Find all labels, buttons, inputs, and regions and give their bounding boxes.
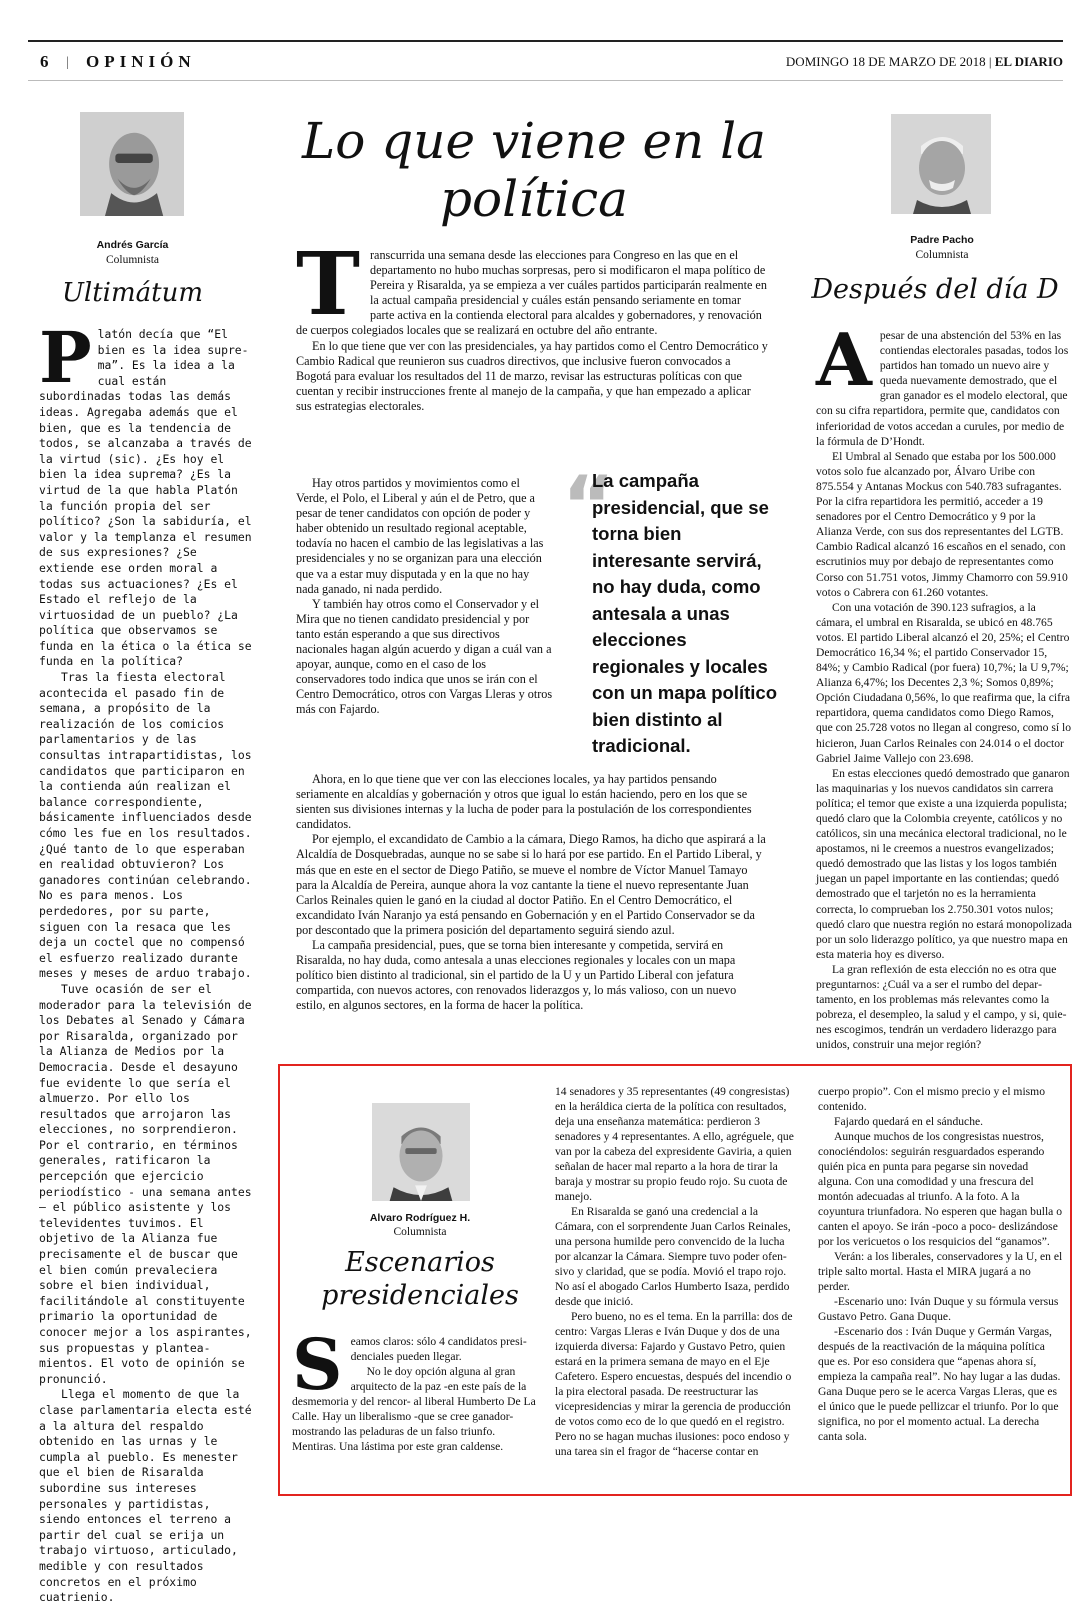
center-narrow-text: [296, 476, 554, 772]
paragraph: En Risaralda se ganó una credencial a la Cámara, con el sorprendente Juan Carlos Reinales, una persona humilde pero convencido de la lucha por alcanzar la Cámara. Siempre tuvo poder ofensivo y claridad, que se podía. Movió el trapo rojo. No así el abogado Carlos Humberto Isaza, perdido desde que inició.: [555, 1205, 791, 1308]
bottom-col-2: [555, 1084, 795, 1486]
right-column-body: [816, 317, 1072, 1054]
author-role: Columnista: [105, 254, 160, 266]
top-rule: [28, 40, 1063, 42]
quote-mark-icon: “: [562, 459, 615, 552]
paragraph: Y también hay otros como el Conservador y el Mira que no tienen candidato presidencial y por tanto están esperando a que sus directivos nacionales hagan algún acuerdo y digan a cuál van a apoyar, aunque, como en el caso de los conservadores todo indica que unos se irán con el Centro Democrático, otros con Vargas Lleras y otros más con Fajardo.: [296, 596, 553, 717]
dropcap: S: [292, 1323, 343, 1406]
header-separator: |: [66, 55, 69, 70]
paragraph: El Umbral al Senado que estaba por los 500.000 votos solo fue alcanzado por, Álvaro Uribe con 875.554 y Antanas Mockus con 540.783 sufragantes. Por la cifra repartidora les permitió, acceder a 19 senadores por el Centro Democrático y 9 por la Alianza Verde, con sus dos representantes del LGTB. Cambio Radical alcanzó 16 escaños en el senado, con escrutinios muy por debajo de representantes como Corso con 51.751 votos, Jimmy Chamorro con 59.910 votos o Cabrera con 61.260 votantes.: [816, 449, 1068, 599]
paragraph: Seamos claros: sólo 4 candidatos presidenciales pueden llegar.: [292, 1323, 527, 1406]
column-title: Ultimátum: [62, 278, 203, 308]
paragraph: -Escenario uno: Iván Duque y su fórmula versus Gustavo Petro. Gana Duque.: [818, 1295, 1059, 1323]
paragraph: Ahora, en lo que tiene que ver con las elecciones locales, ya hay partidos pensando seriamente en alcaldías y gobernación y otros que igual lo están haciendo, pero en los que se sienten sus divisiones internas y la lucha de poder para la postulación de los correspondientes candidatos.: [296, 772, 752, 832]
article-title: Escenarios presidenciales: [321, 1247, 519, 1311]
paragraph: cuerpo propio”. Con el mismo precio y el mismo contenido.: [818, 1085, 1046, 1113]
paragraph: Llega el momento de que la clase parlamentaria electa esté a la altura del respaldo obtenido en las urnas y le cumpla al pueblo. Es menester que el bien de Risaralda subordine sus intereses personales y partidistas, siendo entonces el terreno a partir del cual se erija un trabajo virtuoso, articulado, medible y con resultados concretos en el próximo cuatrienio.: [39, 1387, 252, 1605]
paragraph: Con una votación de 390.123 sufragios, a la cámara, el umbral en Risaralda, se ubicó en 48.765 votos. El partido Liberal alcanzó el 20, 25%; el Centro Democrático 16,34 %; el partido Conservador 15, 84%; y Cambio Radical (por fuera) 10,7%; la U 9,7%; Alianza 6,47%; los Decentes 2,3 %; Somos 0,89%; Opción Ciudadana 0,56%, lo que reafirma que, la cifra repartidora, quema candidatos como Diego Ramos, que con 25.728 votos no llegan al congreso, como sí lo hicieron, Juan Carlos Reinales con 24.014 o el doctor Gabriel Jaime Vallejo con 23.698.: [816, 600, 1072, 765]
dropcap: P: [39, 316, 92, 399]
paragraph: Platón decía que “El bien es la idea suprema”. Es la idea a la cual están subordinadas todas las demás ideas. Agregaba además que el bien, que es la tendencia de todos, se alcanzaba a través de la virtud (sic). ¿Es hoy el bien la idea suprema? ¿Es la virtud de la que habla Platón la función propia del ser político? ¿Son la sabiduría, el valor y la templanza el resumen de sus expresiones? ¿Se extiende ese orden moral a todas sus actuaciones? ¿Es el Estado el reflejo de la virtuosidad de un pueblo? ¿La política que observamos se funda en la ética o la ética se funda en la política?: [39, 316, 252, 669]
author-name: Andrés García: [96, 239, 169, 251]
paragraph: En lo que tiene que ver con las presidenciales, ya hay partidos como el Centro Democrático y Cambio Radical que reunieron sus cuadros directivos, que inclusive fueron convocados a Bogotá para evaluar los resultados del 11 de marzo, revisar las estructuras políticas con que cuentan y recibir instrucciones frente al manejo de la campaña, y que han empezado a aplicar sus estrategias electorales.: [296, 338, 768, 413]
paragraph: Tuve ocasión de ser el moderador para la televisión de los Debates al Senado y Cámara por Risaralda, organizado por la Alianza de Medios por la Democracia. Desde el desayuno fue evidente lo que sería el almuerzo. Por ello los resultados que arrojaron las elecciones, no sorprendieron. Por el contrario, en términos generales, ratificaron la percepción que ejercicio periodístico - una semana antes – el público asistente y los televidentes tuvimos. El objetivo de la Alianza fue precisamente el de buscar que el bien común prevaleciera sobre el bien individual, facilitándole al constituyente primario la oportunidad de conocer mejor a los aspirantes, sus propuestas y planteamientos. El voto de opinión se pronunció.: [39, 981, 252, 1386]
paragraph: Por ejemplo, el excandidato de Cambio a la cámara, Diego Ramos, ha dicho que aspirará a la Alcaldía de Dosquebradas, aunque no se sabe si lo hará por ese partido. En el Partido Liberal, y más que en este en el sector de Diego Patiño, se mueve el nombre de Víctor Manuel Tamayo para la Alcaldía de Pereira, aunque ahora la voz cantante la tiene el nuevo representante Juan Carlos Reinales quien le ganó en la ciudad al doctor Patiño. En el Centro Democrático, el excandidato Iván Naranjo ya está pensando en Gobernación y en el Partido Conservador se da por descontado que la primera posición del departamento seguirá siendo azul.: [296, 832, 766, 937]
page-number: 6: [40, 52, 49, 71]
author-photo-andres-garcia: [80, 112, 184, 216]
portrait-icon: [80, 112, 184, 216]
paragraph: Apesar de una abstención del 53% en las contiendas electorales pasadas, todos los partidos han tomado un nuevo aire y queda nuevamente demostrado, que el gran ganador es el modelo electoral, que con su cifra repartidora, permite que, candidatos con inferioridad de votos accedan a curules, por medio de la fórmula de D’Hondt.: [816, 317, 1069, 448]
paragraph: Aunque muchos de los congresistas nuestros, conociéndolos: seguirán resguardados esperando quién pica en punta para pegarse sin novedad alguna. Con una comodidad y una frescura del montón adecuadas al triunfo. A la foto. A la coyuntura triunfadora. No esperen que hagan bulla o canten el apoyo. Se irán -poco a poco- deslizándose por los vericuetos o los resquicios del “ganamos”.: [818, 1130, 1063, 1248]
paragraph: No le doy opción alguna al gran arquitecto de la paz -en este país de la desmemoria y del rencor- al liberal Humberto De La Calle. Hay un liberalismo -que se cree ganador- mostrando las peladuras de un falso triunfo. Mentiras. Una lástima por este gran caldense.: [292, 1365, 536, 1453]
author-photo-padre-pacho: [891, 114, 991, 214]
paragraph: Pero bueno, no es el tema. En la parrilla: dos de centro: Vargas Lleras e Iván Duque y dos de una izquierda diversa: Fajardo y Gustavo Petro, quien estará en la primera semana de mayo en el Eje Cafetero. Espero encuestas, después del incendio o la pira electoral pasada. De reestructurar las vicepresidencias y mirar la gerencia de producción de votos como eco de lo que quedó en el registro. Pero no se hagan muchas ilusiones: poco endoso y una tarea sin el fragor de “hacerse contar en: [555, 1310, 793, 1458]
portrait-icon: [891, 114, 991, 214]
paragraph: La campaña presidencial, pues, que se torna bien interesante y competida, servirá en Risaralda, no hay duda, como antesala a unas elecciones regionales y locales con un mapa político bien distinto al tradicional, sin el partido de la U y un Partido Liberal con jefatura compartida, con nuevos actores, con renovados liderazgos y, lo más valioso, con un nuevo estilo, en algunos sectores, en la forma de hacer la política.: [296, 938, 737, 1013]
paragraph: Tras la fiesta electoral acontecida el pasado fin de semana, a propósito de la realización de los comicios parlamentarios y de las consultas intrapartidistas, los candidatos que participaron en la contienda aún realizan el balance correspondiente, básicamente influenciados desde cómo les fue en los resultados. ¿Qué tanto de lo que esperaban en realidad obtuvieron? Los ganadores continúan celebrando. No es para menos. Los perdedores, por su parte, siguen con la resaca que les deja un coctel que no compensó el esfuerzo realizado durante meses y meses de arduo trabajo.: [39, 670, 252, 981]
section-name: OPINIÓN: [86, 52, 196, 71]
paragraph: 14 senadores y 35 representantes (49 congresistas) en la heráldica cierta de la política con resultados, deja una enseñanza matemática: perdieron 3 senadores y 4 representantes. A ello, agréguele, que van por la cabeza del expresidente Gaviria, a quien señalan de hacer mal reparto a la hora de tirar la baraja y mostrar su propio feudo rojo. Su cuota de manejo.: [555, 1085, 794, 1203]
paragraph: Transcurrida una semana desde las elecciones para Congreso en las que en el departamento no hubo muchas sorpresas, pero si modificaron el mapa político de Pereira y Risaralda, ya se empieza a ver cuáles partidos participarán realmente en la actual campaña presidencial y cuáles están pensando seriamente en tomar parte activa en la contienda electoral para alcaldes y gobernadores, y renovación de cuerpos colegiados locales que se realizará en octubre del año entrante.: [296, 234, 767, 338]
dateline: DOMINGO 18 DE MARZO DE 2018 | EL DIARIO: [785, 54, 1063, 69]
center-lead: [296, 234, 768, 458]
paragraph: -Escenario dos : Iván Duque y Germán Vargas, después de la reactivación de la máquina política que es. Por eso considera que “apenas ahora sí, empieza la campaña real”. No hay lugar a las dudas. Gana Duque pero se le acerca Vargas Lleras, que es el único que le puede pellizcar el triunfo. Por lo que significa, no por el momento actual. La derecha canta sola.: [818, 1325, 1061, 1443]
dropcap: A: [816, 317, 872, 402]
paragraph: La gran reflexión de esta elección no es otra que preguntarnos: ¿Cuál va a ser el rumbo del departamento, en los problemas más relevantes como la pobreza, el desempleo, la salud y el campo, y si, quienes escogimos, tendrán un verdadero liderazgo para unidos, construir una mejor región?: [816, 962, 1067, 1052]
bottom-col-1: [292, 1323, 538, 1484]
author-role: Columnista: [915, 249, 969, 261]
pull-quote: La campaña presidencial, que se torna bien interesante servirá, no hay duda, como antesala a unas elecciones regionales y locales con un mapa político bien distinto al tradicional.: [592, 470, 778, 756]
paragraph: Verán: a los liberales, conservadores y la U, en el triple salto mortal. Hasta el MIRA jugará a no perder.: [818, 1250, 1063, 1293]
header-rule: [28, 80, 1063, 81]
portrait-icon: [372, 1103, 470, 1201]
center-wide-text: [296, 772, 768, 1054]
author-name: Padre Pacho: [910, 234, 974, 246]
headline: Lo que viene en la política: [302, 112, 766, 228]
paragraph: Fajardo quedará en el sánduche.: [834, 1115, 984, 1128]
publication-date: DOMINGO 18 DE MARZO DE 2018: [785, 54, 986, 69]
paragraph: Hay otros partidos y movimientos como el Verde, el Polo, el Liberal y aún el de Petro, que a pesar de tener candidatos con opción de poder y haber obtenido un resultado regional aceptable, todavía no hacen el cambio de las legislativas a las presidenciales y no se organizan para una elección que va a estar muy disputada y en la que no hay nada ganado, ni nada perdido.: [296, 476, 544, 596]
column-title: Después del día D: [811, 274, 1059, 305]
author-role: Columnista: [393, 1226, 447, 1238]
left-column-body: [39, 316, 253, 1605]
author-photo-alvaro-rodriguez: [372, 1103, 470, 1201]
paragraph: En estas elecciones quedó demostrado que ganaron las maquinarias y los nuevos candidatos sin carrera política; el temor que existe a una izquierda populista; quedó claro que la Colombia creyente, católicos y no católicos, sin una mecánica electoral tradicional, no le apostamos, ni le creemos a nuestros evangelizados; quedó demostrado que las listas y los logos también juegan un papel importante en las contiendas; quedó demostrado que el tarjetón no es la herramienta correcta, lo comprueban los 2.750.301 votos nulos; quedó claro que nuestra región no estará monopolizada por un solo liderazgo político, ya que nuestro mapa en esta materia hoy es diverso.: [816, 766, 1072, 961]
author-name: Alvaro Rodríguez H.: [369, 1212, 471, 1224]
publication-name: EL DIARIO: [994, 54, 1063, 69]
dropcap: T: [296, 234, 360, 335]
bottom-col-3: [818, 1084, 1064, 1486]
